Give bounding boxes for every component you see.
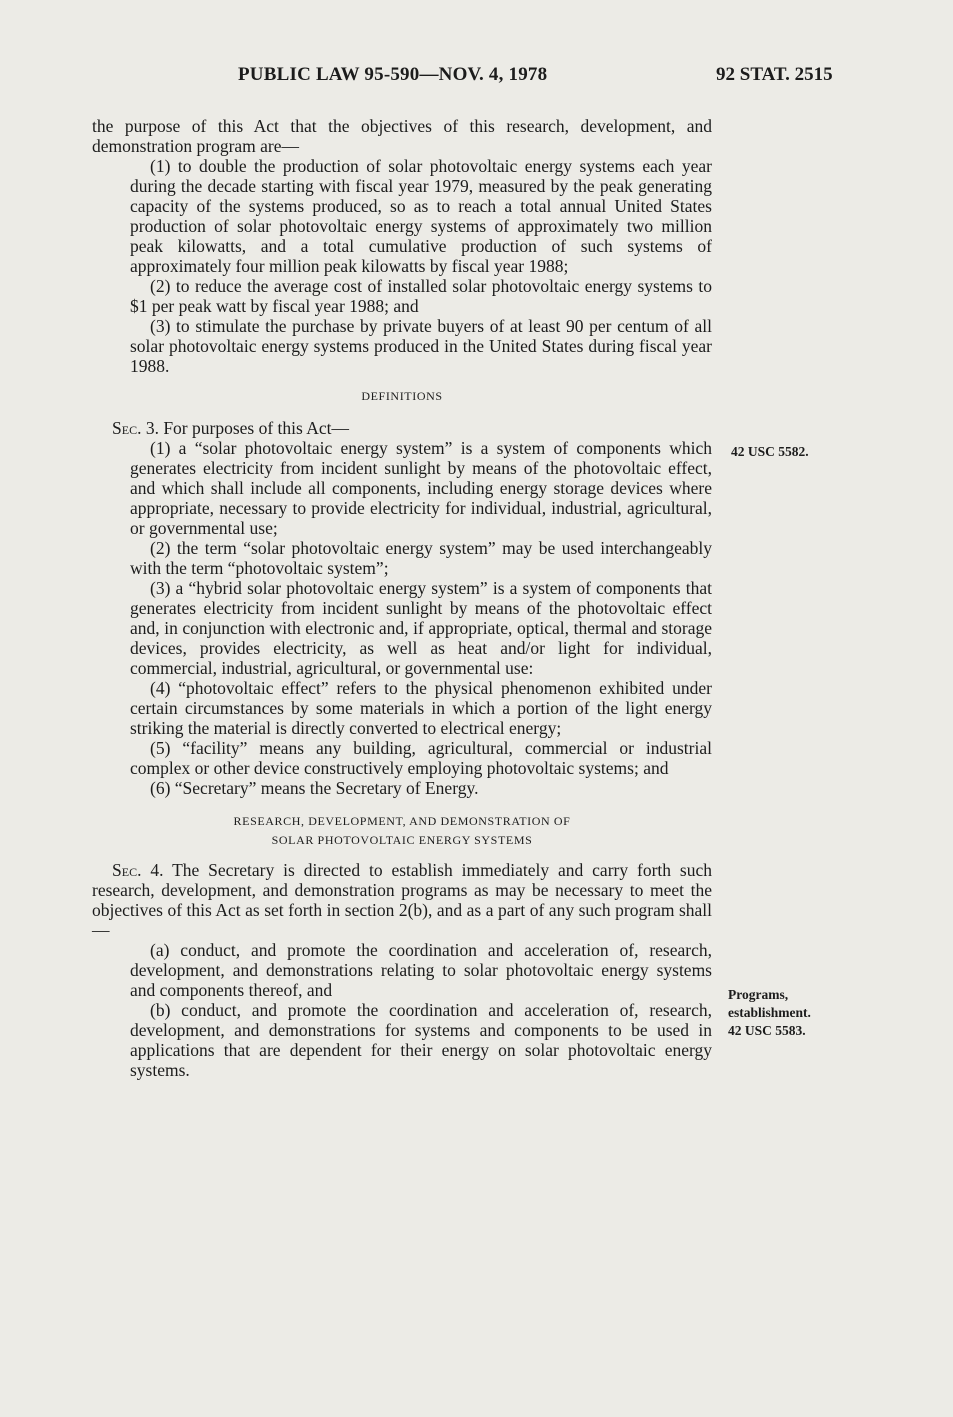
objective-3: (3) to stimulate the purchase by private buyers of at least 90 per centum of all solar photovoltaic energy systems produced in the United States during fiscal year 1988. (130, 316, 712, 376)
definition-2: (2) the term “solar photovoltaic energy system” may be used interchangeably with the term “photovoltaic system”; (130, 538, 712, 578)
section-4-label: Sec. (112, 860, 142, 880)
page-header-title: PUBLIC LAW 95-590—NOV. 4, 1978 (238, 64, 548, 85)
definition-4: (4) “photovoltaic effect” refers to the physical phenomenon exhibited under certain circumstances by some materials in which a portion of the light energy striking the material is directly converted to electrical energy; (130, 678, 712, 738)
rdd-heading-line-1: RESEARCH, DEVELOPMENT, AND DEMONSTRATION OF (233, 814, 571, 828)
margin-note-programs (728, 986, 811, 1040)
margin-note-usc-5582: 42 USC 5582. (731, 444, 809, 459)
section-3-text: 3. For purposes of this Act— (145, 418, 350, 438)
statute-body (92, 116, 712, 1080)
section-4-clause-b: (b) conduct, and promote the coordination and acceleration of, research, development, and demonstrations for systems and components to be used in applications that are dependent for their energy on solar photovoltaic energy systems. (130, 1000, 712, 1080)
objective-1: (1) to double the production of solar photovoltaic energy systems each year during the decade starting with fiscal year 1979, measured by the peak generating capacity of the systems produced, so as to reach a total annual United States production of solar photovoltaic energy systems of approximately two million peak kilowatts, and a total cumulative production of such systems of approximately four million peak kilowatts by fiscal year 1988; (130, 156, 712, 276)
definition-5: (5) “facility” means any building, agricultural, commercial or industrial complex or other device constructively employing photovoltaic systems; and (130, 738, 712, 778)
margin-note-programs-line-2: establishment. (728, 1005, 811, 1020)
margin-note-programs-line-1: Programs, (728, 987, 789, 1002)
objective-2: (2) to reduce the average cost of installed solar photovoltaic energy systems to $1 per peak watt by fiscal year 1988; and (130, 276, 712, 316)
definition-6: (6) “Secretary” means the Secretary of Energy. (150, 778, 479, 798)
section-4-intro (92, 860, 712, 940)
section-4-clause-a: (a) conduct, and promote the coordination and acceleration of, research, development, and demonstrations relating to solar photovoltaic energy systems and components thereof, and (130, 940, 712, 1000)
rdd-heading (92, 812, 712, 850)
purpose-intro: the purpose of this Act that the objectives of this research, development, and demonstration program are— (92, 116, 712, 156)
page-header-stat-citation: 92 STAT. 2515 (716, 64, 833, 85)
definition-3: (3) a “hybrid solar photovoltaic energy system” is a system of components that generates electricity from incident sunlight by means of the photovoltaic effect and, in conjunction with electronic and, if appropriate, optical, thermal and storage devices, provides electricity, as well as heat and/or light for individual, commercial, industrial, agricultural, or governmental use: (130, 578, 712, 678)
rdd-heading-line-2: SOLAR PHOTOVOLTAIC ENERGY SYSTEMS (271, 833, 533, 847)
section-3-intro (92, 418, 712, 438)
definitions-heading: DEFINITIONS (361, 389, 443, 403)
definition-1: (1) a “solar photovoltaic energy system” is a system of components which generates electricity from incident sunlight by means of the photovoltaic effect, and which shall include all components, including energy storage devices where appropriate, necessary to provide electricity for individual, industrial, agricultural, or governmental use; (130, 438, 712, 538)
margin-note-programs-line-3: 42 USC 5583. (728, 1023, 806, 1038)
section-4-text: 4. The Secretary is directed to establish immediately and carry forth such research, development, and demonstration programs as may be necessary to meet the objectives of this Act as set forth in section 2(b), and as a part of any such program shall— (92, 860, 712, 940)
section-3-label: Sec. (112, 418, 142, 438)
